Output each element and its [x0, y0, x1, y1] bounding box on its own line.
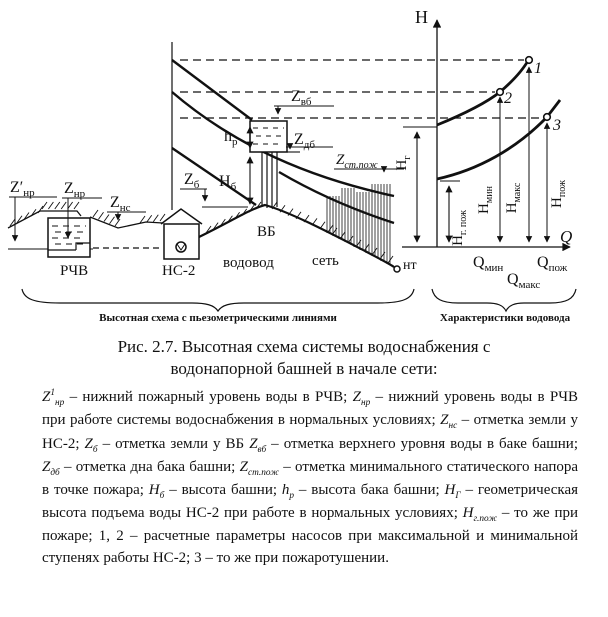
legend-segment: – отметка дна бака башни;	[59, 458, 240, 475]
label-ns2: НС-2	[162, 263, 196, 279]
label-h-pozh: $Н_{пож}$	[549, 180, 568, 208]
legend-segment: Г	[455, 490, 461, 501]
braces	[22, 289, 576, 311]
legend-segment: – нижний уровень воды в РЧВ при работе системы водоснабжения в нормальных условиях;	[42, 389, 578, 429]
legend-segment: Н	[462, 505, 474, 522]
brace-right-label: Характеристики водовода	[439, 312, 571, 324]
label-hp: $h_р$	[224, 128, 238, 148]
label-vb: ВБ	[257, 224, 276, 240]
label-nt: нт	[403, 258, 417, 273]
legend-segment: вб	[257, 444, 267, 455]
legend-segment: – то же при пожаре; 1, 2 – расчетные параметры насосов при максимальной и минимальной ступенях работы НС-2; 3 – то же при пожаротушении.	[42, 505, 578, 566]
label-point-2: 2	[504, 90, 512, 107]
label-zdb: $Z_{дб}$	[294, 131, 315, 151]
label-zvb: $Z_{вб}$	[291, 88, 312, 108]
legend-segment: Н	[444, 481, 456, 498]
label-axis-h: Н	[415, 7, 428, 27]
label-vodovod: водовод	[223, 255, 274, 271]
label-znr: $Z_{нр}$	[64, 180, 86, 200]
legend-segment: – отметка минимального статического напора в точке пожара;	[42, 458, 578, 498]
label-zns: $Z_{нс}$	[110, 194, 131, 214]
conduit-curves	[437, 59, 560, 179]
legend-segment: дб	[50, 467, 60, 478]
legend-segment: б	[159, 490, 165, 501]
legend-segment: 1	[50, 388, 55, 399]
figure-legend	[42, 387, 578, 569]
label-nb: $Н_б$	[219, 173, 237, 193]
legend-segment: – нижний пожарный уровень воды в РЧВ;	[64, 389, 353, 406]
label-h-min: $Н_{мин}$	[476, 186, 495, 214]
legend-segment: Z	[42, 458, 51, 475]
legend-segment: – геометрическая высота подъема воды НС-2 при работе в нормальных условиях;	[42, 481, 578, 522]
label-q-pozh: $Q_{пож}$	[537, 254, 568, 274]
caption-line-2: водонапорной башней в начале сети:	[170, 359, 438, 379]
network-end-point	[394, 266, 400, 272]
label-zstpozh: $Z_{ст.пож}$	[336, 152, 378, 171]
legend-segment: р	[289, 490, 295, 501]
label-q-maks: $Q_{макс}$	[507, 271, 541, 291]
label-point-3: 3	[553, 117, 561, 134]
ns2-pump-station	[161, 209, 202, 259]
figure-caption	[0, 336, 608, 380]
legend-segment: б	[92, 444, 98, 455]
legend-segment: Z	[239, 458, 248, 475]
legend-segment: г.пож	[473, 514, 498, 525]
caption-line-1: Рис. 2.7. Высотная схема системы водоснабжения с	[117, 337, 491, 356]
label-zb: $Z_б$	[184, 171, 200, 191]
legend-segment: – отметка земли у ВБ	[97, 435, 250, 452]
label-set: сеть	[312, 253, 339, 269]
brace-right	[432, 289, 576, 311]
label-point-1: 1	[534, 60, 542, 77]
legend-segment: нр	[360, 398, 371, 409]
label-axis-q: Q	[560, 227, 573, 246]
legend-segment: Z	[352, 389, 361, 406]
label-ng-pozh: $Н_{г. пож}$	[450, 210, 469, 246]
label-rchv: РЧВ	[60, 263, 89, 279]
legend-segment: Z	[440, 412, 449, 429]
legend-segment: – высота башни;	[164, 481, 282, 498]
label-h-maks: $Н_{макс}$	[504, 182, 523, 214]
legend-segment: нр	[55, 398, 65, 409]
brace-left-label: Высотная схема с пьезометрическими линиями	[99, 312, 337, 324]
legend-segment: ст.пож	[247, 467, 279, 478]
legend-segment: – высота бака башни;	[294, 481, 445, 498]
legend-segment: Z	[249, 435, 258, 452]
rchv-reservoir	[48, 218, 90, 257]
legend-segment: – отметка верхнего уровня воды в баке башни;	[266, 435, 579, 452]
legend-segment: Z	[84, 435, 93, 452]
legend-segment: h	[281, 481, 290, 498]
legend-segment: Z	[42, 389, 51, 406]
brace-left	[22, 289, 414, 311]
legend-segment: нс	[448, 421, 458, 432]
legend-segment: – отметка земли у НС-2;	[42, 412, 578, 452]
label-ng: $Н_г$	[394, 155, 413, 171]
legend-segment: Н	[148, 481, 160, 498]
label-z1nr: $Z'_{нр}$	[10, 179, 35, 199]
label-q-min: $Q_{мин}$	[473, 254, 504, 274]
